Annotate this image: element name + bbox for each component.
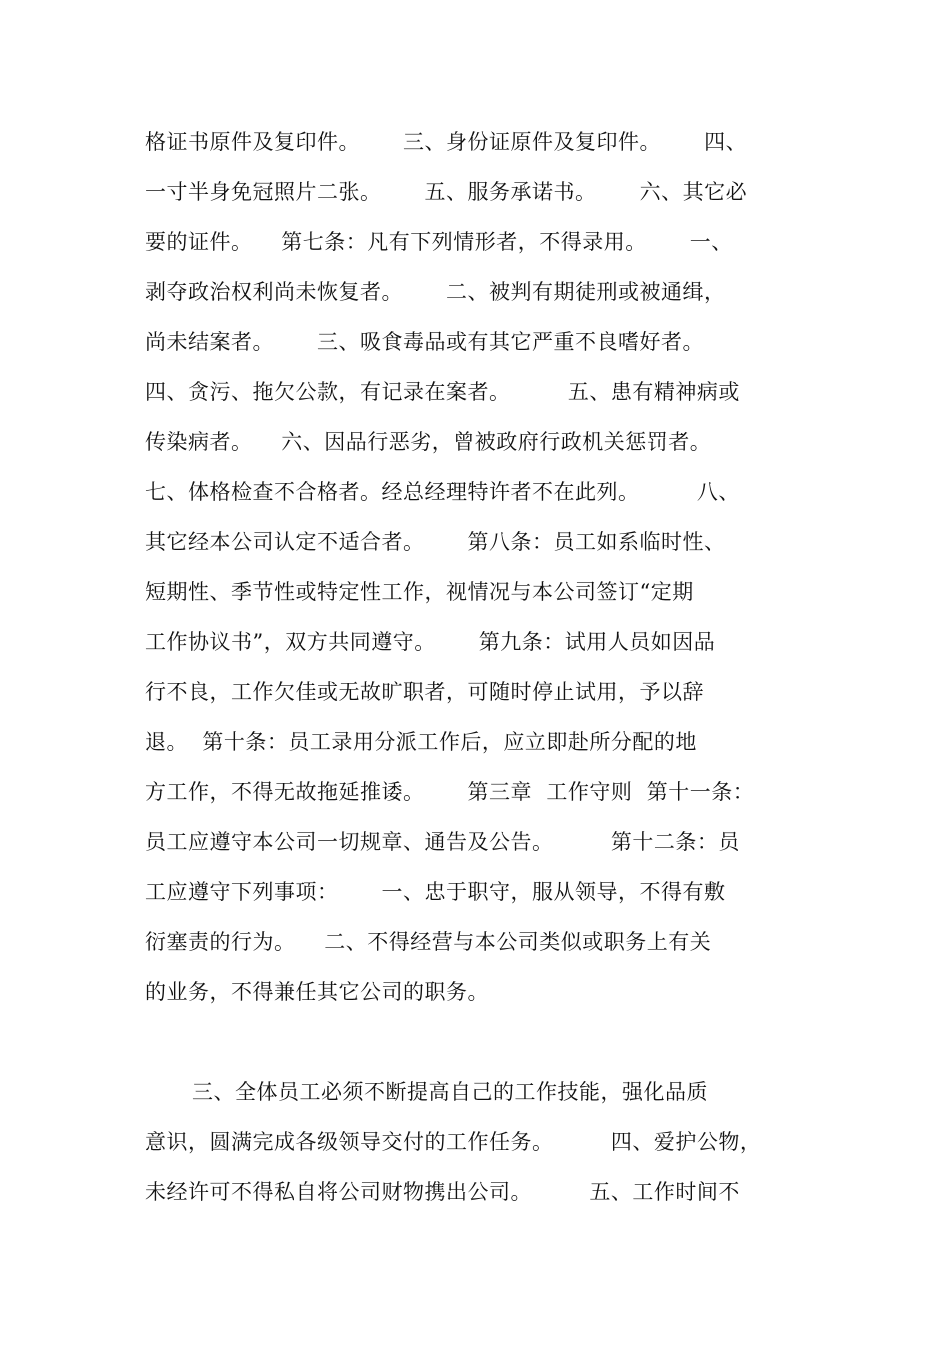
text-line: 衍塞责的行为。 二、不得经营与本公司类似或职务上有关	[145, 930, 712, 954]
text-line: 工应遵守下列事项： 一、忠于职守，服从领导，不得有敷	[145, 880, 726, 904]
text-line: 尚未结案者。 三、吸食毒品或有其它严重不良嗜好者。	[145, 330, 705, 354]
text-line: 传染病者。 六、因品行恶劣，曾被政府行政机关惩罚者。	[145, 430, 712, 454]
text-line: 其它经本公司认定不适合者。 第八条：员工如系临时性、	[145, 530, 726, 554]
text-line: 方工作，不得无故拖延推诿。 第三章 工作守则 第十一条：	[145, 780, 755, 804]
text-line: 要的证件。 第七条：凡有下列情形者，不得录用。 一、	[145, 230, 733, 254]
text-line: 工作协议书”，双方共同遵守。 第九条：试用人员如因品	[145, 630, 716, 654]
text-line: 意识，圆满完成各级领导交付的工作任务。 四、爱护公物，	[145, 1130, 762, 1154]
text-line: 四、贪污、拖欠公款，有记录在案者。 五、患有精神病或	[145, 380, 740, 404]
text-line: 格证书原件及复印件。 三、身份证原件及复印件。 四、	[145, 130, 748, 154]
text-line: 七、体格检查不合格者。经总经理特许者不在此列。 八、	[145, 480, 740, 504]
text-line: 行不良，工作欠佳或无故旷职者，可随时停止试用，予以辞	[145, 680, 704, 704]
text-line: 的业务，不得兼任其它公司的职务。	[145, 980, 489, 1004]
paragraph-first-line: 三、全体员工必须不断提高自己的工作技能，强化品质	[192, 1080, 708, 1104]
text-line: 短期性、季节性或特定性工作，视情况与本公司签订“定期	[145, 580, 694, 604]
text-line: 员工应遵守本公司一切规章、通告及公告。 第十二条：员	[145, 830, 740, 854]
text-line: 剥夺政治权利尚未恢复者。 二、被判有期徒刑或被通缉，	[145, 280, 726, 304]
text-line: 退。 第十条：员工录用分派工作后，应立即赴所分配的地	[145, 730, 697, 754]
text-line: 一寸半身免冠照片二张。 五、服务承诺书。 六、其它必	[145, 180, 748, 204]
text-line: 未经许可不得私自将公司财物携出公司。 五、工作时间不	[145, 1180, 740, 1204]
